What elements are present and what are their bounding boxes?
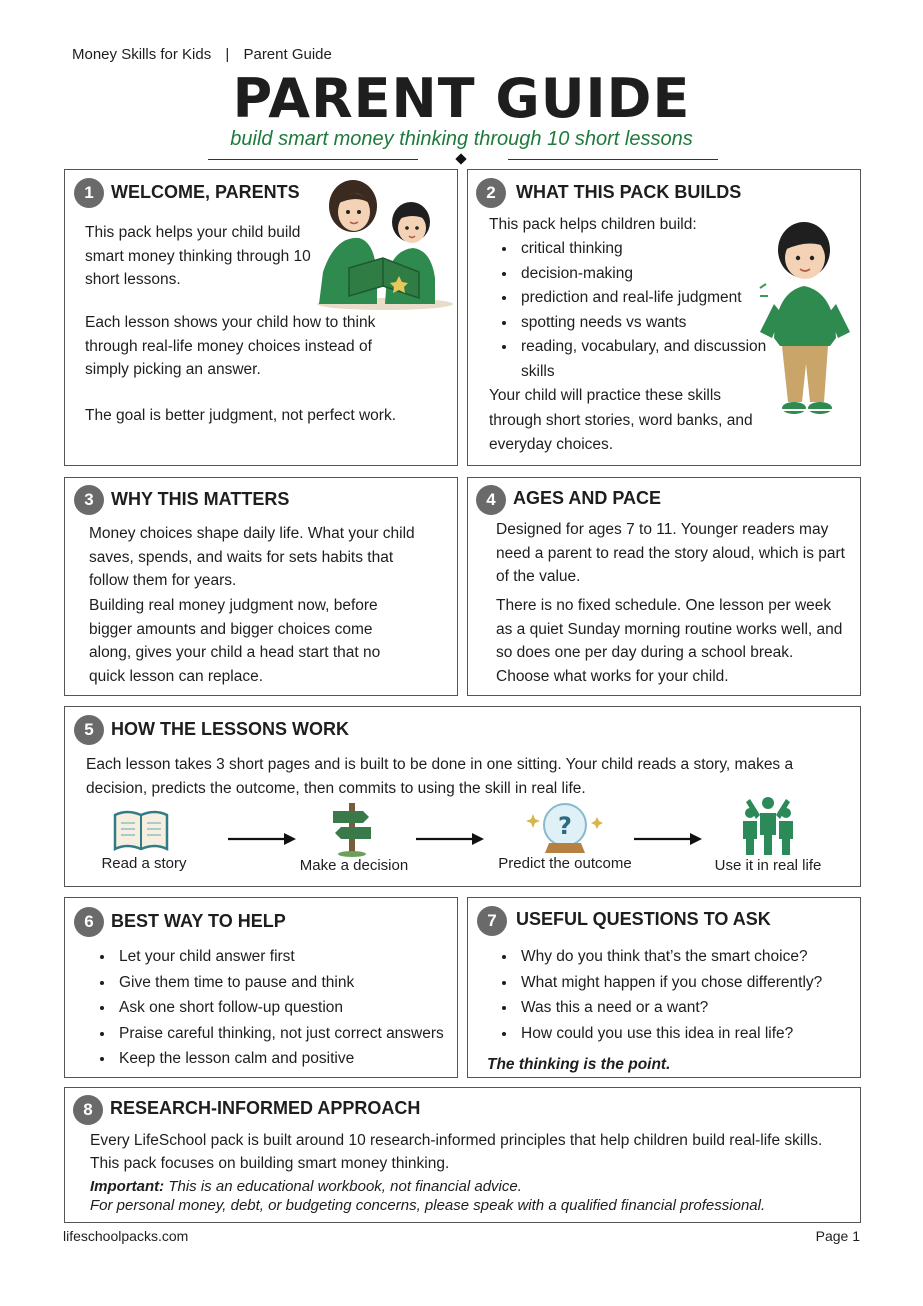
title-divider-right [508, 159, 718, 160]
section-heading: USEFUL QUESTIONS TO ASK [516, 909, 771, 929]
list-item: • Keep the lesson calm and positive [115, 1046, 475, 1072]
section-number-badge: 4 [476, 485, 506, 515]
list-item: • What might happen if you chose differently? [517, 970, 877, 996]
arrow-right-icon [228, 832, 298, 846]
page-title: PARENT GUIDE [232, 67, 691, 130]
list-item: • spotting needs vs wants [517, 311, 789, 336]
section-number-badge: 8 [73, 1095, 103, 1125]
signpost-icon [329, 801, 375, 857]
list-item: • Praise careful thinking, not just correct answers [115, 1021, 475, 1047]
doc-type: Parent Guide [243, 46, 332, 63]
ages-paragraph-1: Designed for ages 7 to 11. Younger readers may need a parent to read the story aloud, which is part of the value. [496, 521, 845, 585]
section-number-badge: 7 [477, 906, 507, 936]
list-item: • Ask one short follow-up question [115, 995, 475, 1021]
welcome-paragraph-2: Each lesson shows your child how to think through real-life money choices instead of simply picking an answer. [85, 314, 376, 378]
welcome-paragraph-3: The goal is better judgment, not perfect work. [85, 407, 397, 424]
help-list [93, 944, 475, 1072]
brand-name: Money Skills for Kids [72, 46, 212, 63]
research-important-note [90, 1177, 855, 1196]
section-heading: BEST WAY TO HELP [111, 911, 286, 931]
research-paragraph-3: For personal money, debt, or budgeting concerns, please speak with a qualified financial professional. [90, 1197, 766, 1214]
research-paragraph-2: This pack focuses on building smart money thinking. [90, 1155, 450, 1172]
section-how [64, 706, 861, 887]
section-builds [467, 169, 861, 466]
section-welcome [64, 169, 458, 466]
section-number-badge: 6 [74, 907, 104, 937]
list-item: • reading, vocabulary, and discussion skills [517, 335, 789, 384]
important-label: Important: [90, 1178, 165, 1195]
section-heading: RESEARCH-INFORMED APPROACH [110, 1098, 421, 1118]
crystal-ball-icon [523, 799, 607, 857]
research-paragraph-1: Every LifeSchool pack is built around 10 research-informed principles that help children build real-life skills. [90, 1132, 823, 1149]
title-divider-left [208, 159, 418, 160]
section-number-badge: 2 [476, 178, 506, 208]
section-number-badge: 1 [74, 178, 104, 208]
footer-site: lifeschoolpacks.com [63, 1228, 189, 1244]
mother-reading-illustration [313, 176, 455, 310]
book-icon [113, 809, 169, 853]
step-label-read: Read a story [101, 855, 187, 872]
list-item: • Give them time to pause and think [115, 970, 475, 996]
builds-intro: This pack helps children build: [489, 216, 697, 233]
list-item: • Why do you think that’s the smart choice? [517, 944, 877, 970]
footer-page-number: Page 1 [815, 1228, 860, 1244]
section-heading: AGES AND PACE [513, 488, 662, 508]
builds-list [495, 237, 789, 384]
welcome-paragraph-1: This pack helps your child build smart money thinking through 10 short lessons. [85, 224, 311, 288]
section-heading: WHY THIS MATTERS [111, 489, 290, 509]
builds-outro: Your child will practice these skills through short stories, word banks, and everyday choices. [489, 387, 753, 453]
list-item: • prediction and real-life judgment [517, 286, 789, 311]
step-label-decide: Make a decision [299, 857, 409, 874]
section-ages [467, 477, 861, 696]
step-label-predict: Predict the outcome [498, 855, 632, 872]
header-brand-line [72, 46, 332, 63]
boy-standing-illustration [758, 214, 854, 424]
important-text: This is an educational workbook, not financial advice. [168, 1178, 522, 1195]
people-cheering-icon [741, 795, 795, 857]
list-item: • Was this a need or a want? [517, 995, 877, 1021]
section-heading: WHAT THIS PACK BUILDS [516, 182, 742, 202]
step-label-use: Use it in real life [714, 857, 822, 874]
questions-list [495, 944, 877, 1046]
list-item: • decision-making [517, 262, 789, 287]
list-item: • critical thinking [517, 237, 789, 262]
section-help [64, 897, 458, 1078]
section-heading: WELCOME, PARENTS [111, 182, 300, 202]
header-separator: | [225, 46, 230, 63]
section-why [64, 477, 458, 696]
ages-paragraph-2: There is no fixed schedule. One lesson per week as a quiet Sunday morning routine works well, and so does one per day during a school break. Choose what works for your child. [496, 597, 843, 685]
svg-text:?: ? [558, 812, 572, 840]
page-subtitle: build smart money thinking through 10 short lessons [230, 128, 693, 150]
arrow-right-icon [634, 832, 704, 846]
list-item: • Let your child answer first [115, 944, 475, 970]
why-paragraph-2: Building real money judgment now, before bigger amounts and bigger choices come along, gives your child a head start that no quick lesson can replace. [89, 597, 381, 685]
section-questions [467, 897, 861, 1078]
section-number-badge: 3 [74, 485, 104, 515]
questions-closing: The thinking is the point. [487, 1056, 671, 1073]
arrow-right-icon [416, 832, 486, 846]
how-paragraph: Each lesson takes 3 short pages and is built to be done in one sitting. Your child reads a story, makes a decision, predicts the outcome, then commits to using the skill in real life. [86, 756, 794, 797]
why-paragraph-1: Money choices shape daily life. What your child saves, spends, and waits for sets habits that follow them for years. [89, 525, 415, 589]
list-item: • How could you use this idea in real life? [517, 1021, 877, 1047]
section-number-badge: 5 [74, 715, 104, 745]
section-research [64, 1087, 861, 1223]
section-heading: HOW THE LESSONS WORK [111, 719, 349, 739]
divider-diamond [455, 153, 466, 164]
